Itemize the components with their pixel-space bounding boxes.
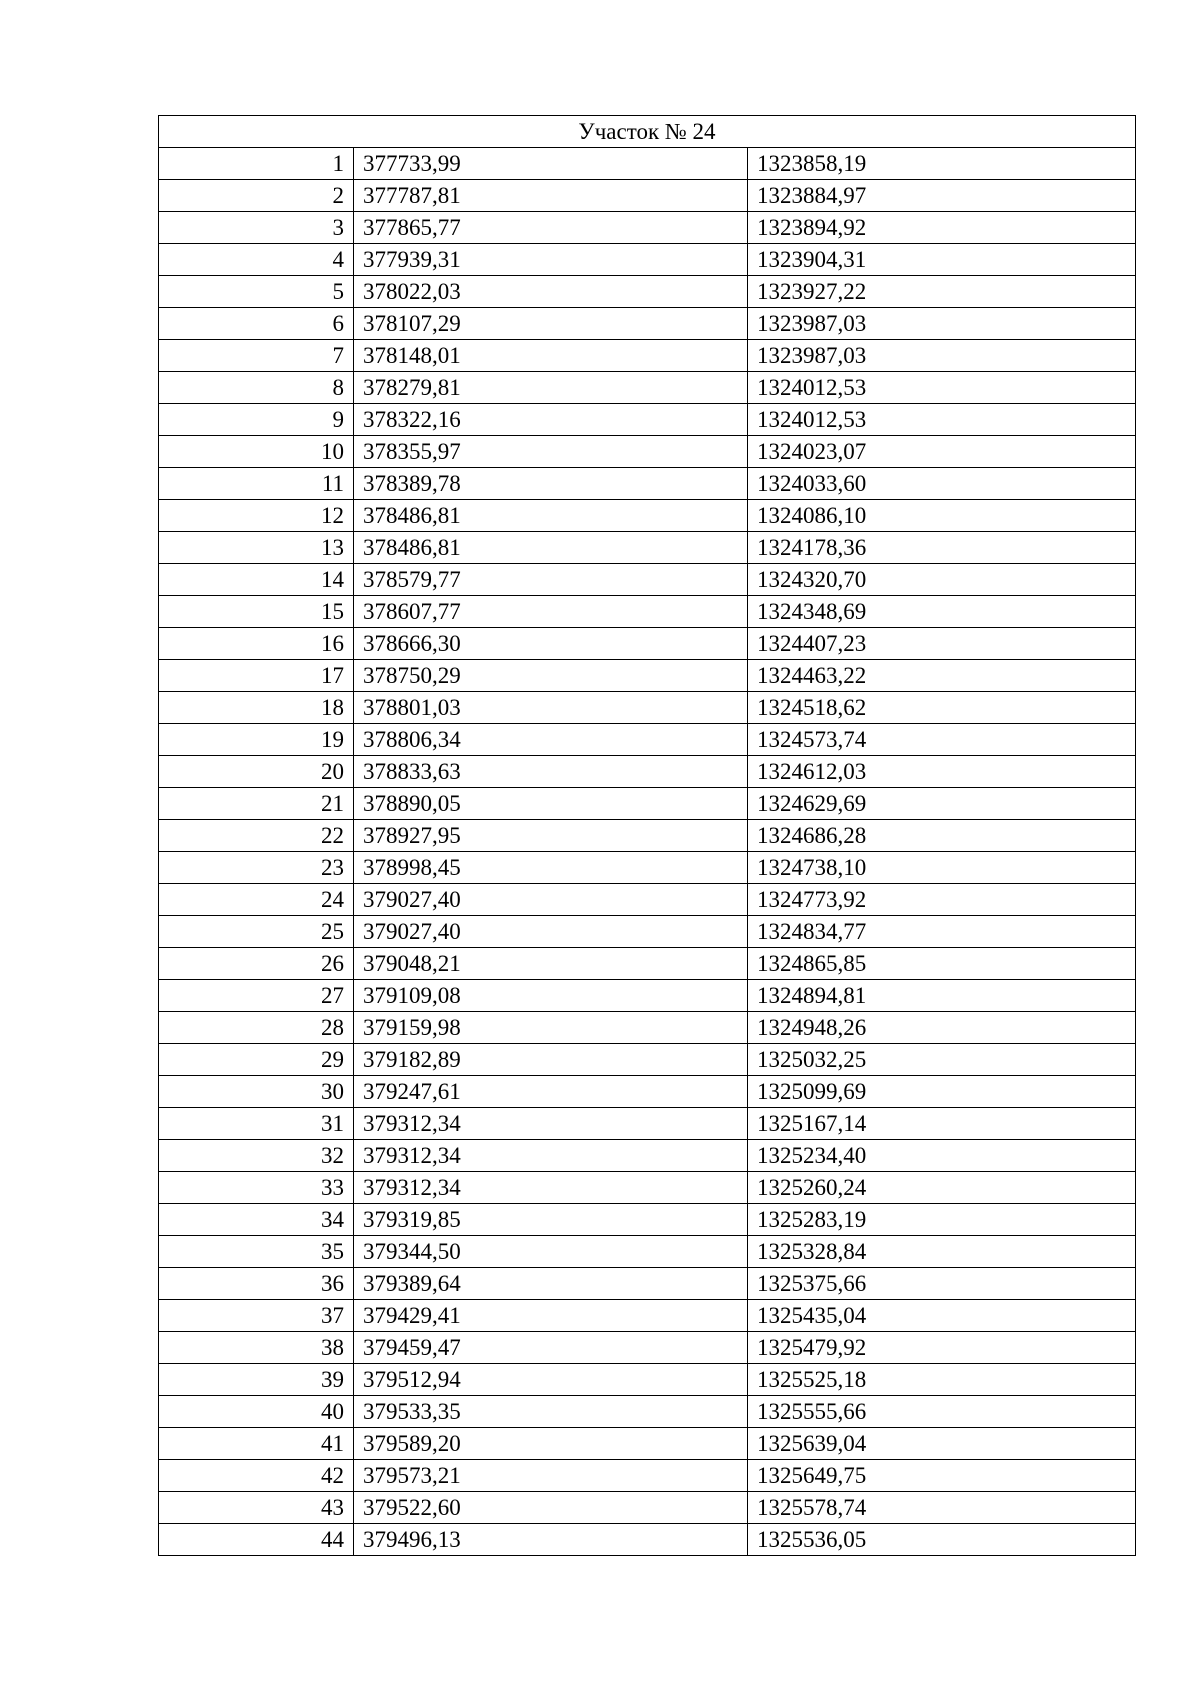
point-number-cell: 15	[159, 596, 354, 628]
y-coordinate-cell: 1324348,69	[748, 596, 1136, 628]
y-coordinate-cell: 1325283,19	[748, 1204, 1136, 1236]
table-row	[159, 1140, 1136, 1172]
y-coordinate-cell: 1324033,60	[748, 468, 1136, 500]
table-row	[159, 404, 1136, 436]
x-coordinate-cell: 377939,31	[354, 244, 748, 276]
y-coordinate-cell: 1325639,04	[748, 1428, 1136, 1460]
x-coordinate-cell: 378022,03	[354, 276, 748, 308]
table-row	[159, 596, 1136, 628]
table-row	[159, 1364, 1136, 1396]
y-coordinate-cell: 1323858,19	[748, 148, 1136, 180]
table-row	[159, 948, 1136, 980]
x-coordinate-cell: 379459,47	[354, 1332, 748, 1364]
table-body	[159, 148, 1136, 1556]
x-coordinate-cell: 378833,63	[354, 756, 748, 788]
table-row	[159, 692, 1136, 724]
table-title-row	[159, 116, 1136, 148]
table-row	[159, 980, 1136, 1012]
x-coordinate-cell: 378107,29	[354, 308, 748, 340]
x-coordinate-cell: 378927,95	[354, 820, 748, 852]
table-row	[159, 1012, 1136, 1044]
x-coordinate-cell: 379027,40	[354, 916, 748, 948]
point-number-cell: 13	[159, 532, 354, 564]
point-number-cell: 22	[159, 820, 354, 852]
point-number-cell: 21	[159, 788, 354, 820]
point-number-cell: 16	[159, 628, 354, 660]
point-number-cell: 14	[159, 564, 354, 596]
point-number-cell: 27	[159, 980, 354, 1012]
x-coordinate-cell: 379027,40	[354, 884, 748, 916]
y-coordinate-cell: 1325099,69	[748, 1076, 1136, 1108]
point-number-cell: 6	[159, 308, 354, 340]
point-number-cell: 36	[159, 1268, 354, 1300]
table-row	[159, 436, 1136, 468]
x-coordinate-cell: 379312,34	[354, 1172, 748, 1204]
point-number-cell: 43	[159, 1492, 354, 1524]
table-row	[159, 180, 1136, 212]
table-row	[159, 628, 1136, 660]
y-coordinate-cell: 1323904,31	[748, 244, 1136, 276]
y-coordinate-cell: 1324012,53	[748, 404, 1136, 436]
x-coordinate-cell: 378389,78	[354, 468, 748, 500]
y-coordinate-cell: 1325578,74	[748, 1492, 1136, 1524]
point-number-cell: 4	[159, 244, 354, 276]
y-coordinate-cell: 1324894,81	[748, 980, 1136, 1012]
y-coordinate-cell: 1324865,85	[748, 948, 1136, 980]
point-number-cell: 17	[159, 660, 354, 692]
y-coordinate-cell: 1325375,66	[748, 1268, 1136, 1300]
point-number-cell: 1	[159, 148, 354, 180]
y-coordinate-cell: 1324407,23	[748, 628, 1136, 660]
y-coordinate-cell: 1325525,18	[748, 1364, 1136, 1396]
table-row	[159, 532, 1136, 564]
table-row	[159, 1044, 1136, 1076]
x-coordinate-cell: 379344,50	[354, 1236, 748, 1268]
point-number-cell: 38	[159, 1332, 354, 1364]
y-coordinate-cell: 1324023,07	[748, 436, 1136, 468]
point-number-cell: 37	[159, 1300, 354, 1332]
point-number-cell: 29	[159, 1044, 354, 1076]
point-number-cell: 8	[159, 372, 354, 404]
x-coordinate-cell: 378890,05	[354, 788, 748, 820]
x-coordinate-cell: 378801,03	[354, 692, 748, 724]
point-number-cell: 34	[159, 1204, 354, 1236]
table-row	[159, 724, 1136, 756]
y-coordinate-cell: 1325435,04	[748, 1300, 1136, 1332]
table-row	[159, 884, 1136, 916]
table-row	[159, 1396, 1136, 1428]
y-coordinate-cell: 1324463,22	[748, 660, 1136, 692]
x-coordinate-cell: 378486,81	[354, 532, 748, 564]
point-number-cell: 41	[159, 1428, 354, 1460]
x-coordinate-cell: 378148,01	[354, 340, 748, 372]
point-number-cell: 3	[159, 212, 354, 244]
table-row	[159, 1172, 1136, 1204]
y-coordinate-cell: 1324320,70	[748, 564, 1136, 596]
x-coordinate-cell: 379312,34	[354, 1140, 748, 1172]
y-coordinate-cell: 1324086,10	[748, 500, 1136, 532]
point-number-cell: 9	[159, 404, 354, 436]
x-coordinate-cell: 379247,61	[354, 1076, 748, 1108]
x-coordinate-cell: 379589,20	[354, 1428, 748, 1460]
y-coordinate-cell: 1323894,92	[748, 212, 1136, 244]
x-coordinate-cell: 377865,77	[354, 212, 748, 244]
y-coordinate-cell: 1324948,26	[748, 1012, 1136, 1044]
point-number-cell: 25	[159, 916, 354, 948]
table-row	[159, 1460, 1136, 1492]
x-coordinate-cell: 379312,34	[354, 1108, 748, 1140]
point-number-cell: 7	[159, 340, 354, 372]
table-row	[159, 660, 1136, 692]
point-number-cell: 42	[159, 1460, 354, 1492]
x-coordinate-cell: 379573,21	[354, 1460, 748, 1492]
y-coordinate-cell: 1324178,36	[748, 532, 1136, 564]
point-number-cell: 5	[159, 276, 354, 308]
y-coordinate-cell: 1325167,14	[748, 1108, 1136, 1140]
point-number-cell: 11	[159, 468, 354, 500]
table-row	[159, 1268, 1136, 1300]
y-coordinate-cell: 1324573,74	[748, 724, 1136, 756]
table-row	[159, 820, 1136, 852]
table-row	[159, 1108, 1136, 1140]
table-row	[159, 340, 1136, 372]
x-coordinate-cell: 378998,45	[354, 852, 748, 884]
point-number-cell: 12	[159, 500, 354, 532]
x-coordinate-cell: 377733,99	[354, 148, 748, 180]
point-number-cell: 40	[159, 1396, 354, 1428]
table-row	[159, 916, 1136, 948]
y-coordinate-cell: 1323927,22	[748, 276, 1136, 308]
y-coordinate-cell: 1324612,03	[748, 756, 1136, 788]
point-number-cell: 26	[159, 948, 354, 980]
y-coordinate-cell: 1324518,62	[748, 692, 1136, 724]
x-coordinate-cell: 379109,08	[354, 980, 748, 1012]
x-coordinate-cell: 379496,13	[354, 1524, 748, 1556]
y-coordinate-cell: 1325234,40	[748, 1140, 1136, 1172]
table-row	[159, 1332, 1136, 1364]
table-row	[159, 244, 1136, 276]
table-row	[159, 1236, 1136, 1268]
x-coordinate-cell: 379159,98	[354, 1012, 748, 1044]
x-coordinate-cell: 379522,60	[354, 1492, 748, 1524]
y-coordinate-cell: 1325479,92	[748, 1332, 1136, 1364]
table-row	[159, 468, 1136, 500]
y-coordinate-cell: 1323987,03	[748, 308, 1136, 340]
table-row	[159, 500, 1136, 532]
x-coordinate-cell: 378279,81	[354, 372, 748, 404]
x-coordinate-cell: 378806,34	[354, 724, 748, 756]
table-row	[159, 1428, 1136, 1460]
point-number-cell: 32	[159, 1140, 354, 1172]
x-coordinate-cell: 379533,35	[354, 1396, 748, 1428]
table-row	[159, 1524, 1136, 1556]
point-number-cell: 39	[159, 1364, 354, 1396]
x-coordinate-cell: 378607,77	[354, 596, 748, 628]
table-row	[159, 212, 1136, 244]
point-number-cell: 23	[159, 852, 354, 884]
point-number-cell: 44	[159, 1524, 354, 1556]
x-coordinate-cell: 379319,85	[354, 1204, 748, 1236]
y-coordinate-cell: 1324012,53	[748, 372, 1136, 404]
x-coordinate-cell: 378750,29	[354, 660, 748, 692]
x-coordinate-cell: 378579,77	[354, 564, 748, 596]
table-row	[159, 372, 1136, 404]
x-coordinate-cell: 377787,81	[354, 180, 748, 212]
y-coordinate-cell: 1324738,10	[748, 852, 1136, 884]
x-coordinate-cell: 379182,89	[354, 1044, 748, 1076]
x-coordinate-cell: 378355,97	[354, 436, 748, 468]
x-coordinate-cell: 379389,64	[354, 1268, 748, 1300]
table-row	[159, 788, 1136, 820]
y-coordinate-cell: 1325649,75	[748, 1460, 1136, 1492]
coordinates-table	[158, 115, 1136, 1556]
table-row	[159, 1300, 1136, 1332]
point-number-cell: 18	[159, 692, 354, 724]
y-coordinate-cell: 1324629,69	[748, 788, 1136, 820]
y-coordinate-cell: 1324686,28	[748, 820, 1136, 852]
point-number-cell: 33	[159, 1172, 354, 1204]
table-title: Участок № 24	[159, 116, 1136, 148]
table-row	[159, 308, 1136, 340]
y-coordinate-cell: 1323987,03	[748, 340, 1136, 372]
x-coordinate-cell: 379048,21	[354, 948, 748, 980]
table-row	[159, 148, 1136, 180]
x-coordinate-cell: 378666,30	[354, 628, 748, 660]
y-coordinate-cell: 1324773,92	[748, 884, 1136, 916]
table-row	[159, 1076, 1136, 1108]
table-row	[159, 564, 1136, 596]
table-row	[159, 852, 1136, 884]
x-coordinate-cell: 378322,16	[354, 404, 748, 436]
point-number-cell: 30	[159, 1076, 354, 1108]
x-coordinate-cell: 379512,94	[354, 1364, 748, 1396]
table-row	[159, 1492, 1136, 1524]
table-row	[159, 756, 1136, 788]
point-number-cell: 31	[159, 1108, 354, 1140]
point-number-cell: 10	[159, 436, 354, 468]
table-row	[159, 276, 1136, 308]
y-coordinate-cell: 1325260,24	[748, 1172, 1136, 1204]
point-number-cell: 19	[159, 724, 354, 756]
x-coordinate-cell: 379429,41	[354, 1300, 748, 1332]
point-number-cell: 2	[159, 180, 354, 212]
table-row	[159, 1204, 1136, 1236]
y-coordinate-cell: 1325555,66	[748, 1396, 1136, 1428]
y-coordinate-cell: 1324834,77	[748, 916, 1136, 948]
x-coordinate-cell: 378486,81	[354, 500, 748, 532]
y-coordinate-cell: 1325536,05	[748, 1524, 1136, 1556]
point-number-cell: 24	[159, 884, 354, 916]
point-number-cell: 20	[159, 756, 354, 788]
point-number-cell: 28	[159, 1012, 354, 1044]
y-coordinate-cell: 1325032,25	[748, 1044, 1136, 1076]
y-coordinate-cell: 1325328,84	[748, 1236, 1136, 1268]
y-coordinate-cell: 1323884,97	[748, 180, 1136, 212]
point-number-cell: 35	[159, 1236, 354, 1268]
